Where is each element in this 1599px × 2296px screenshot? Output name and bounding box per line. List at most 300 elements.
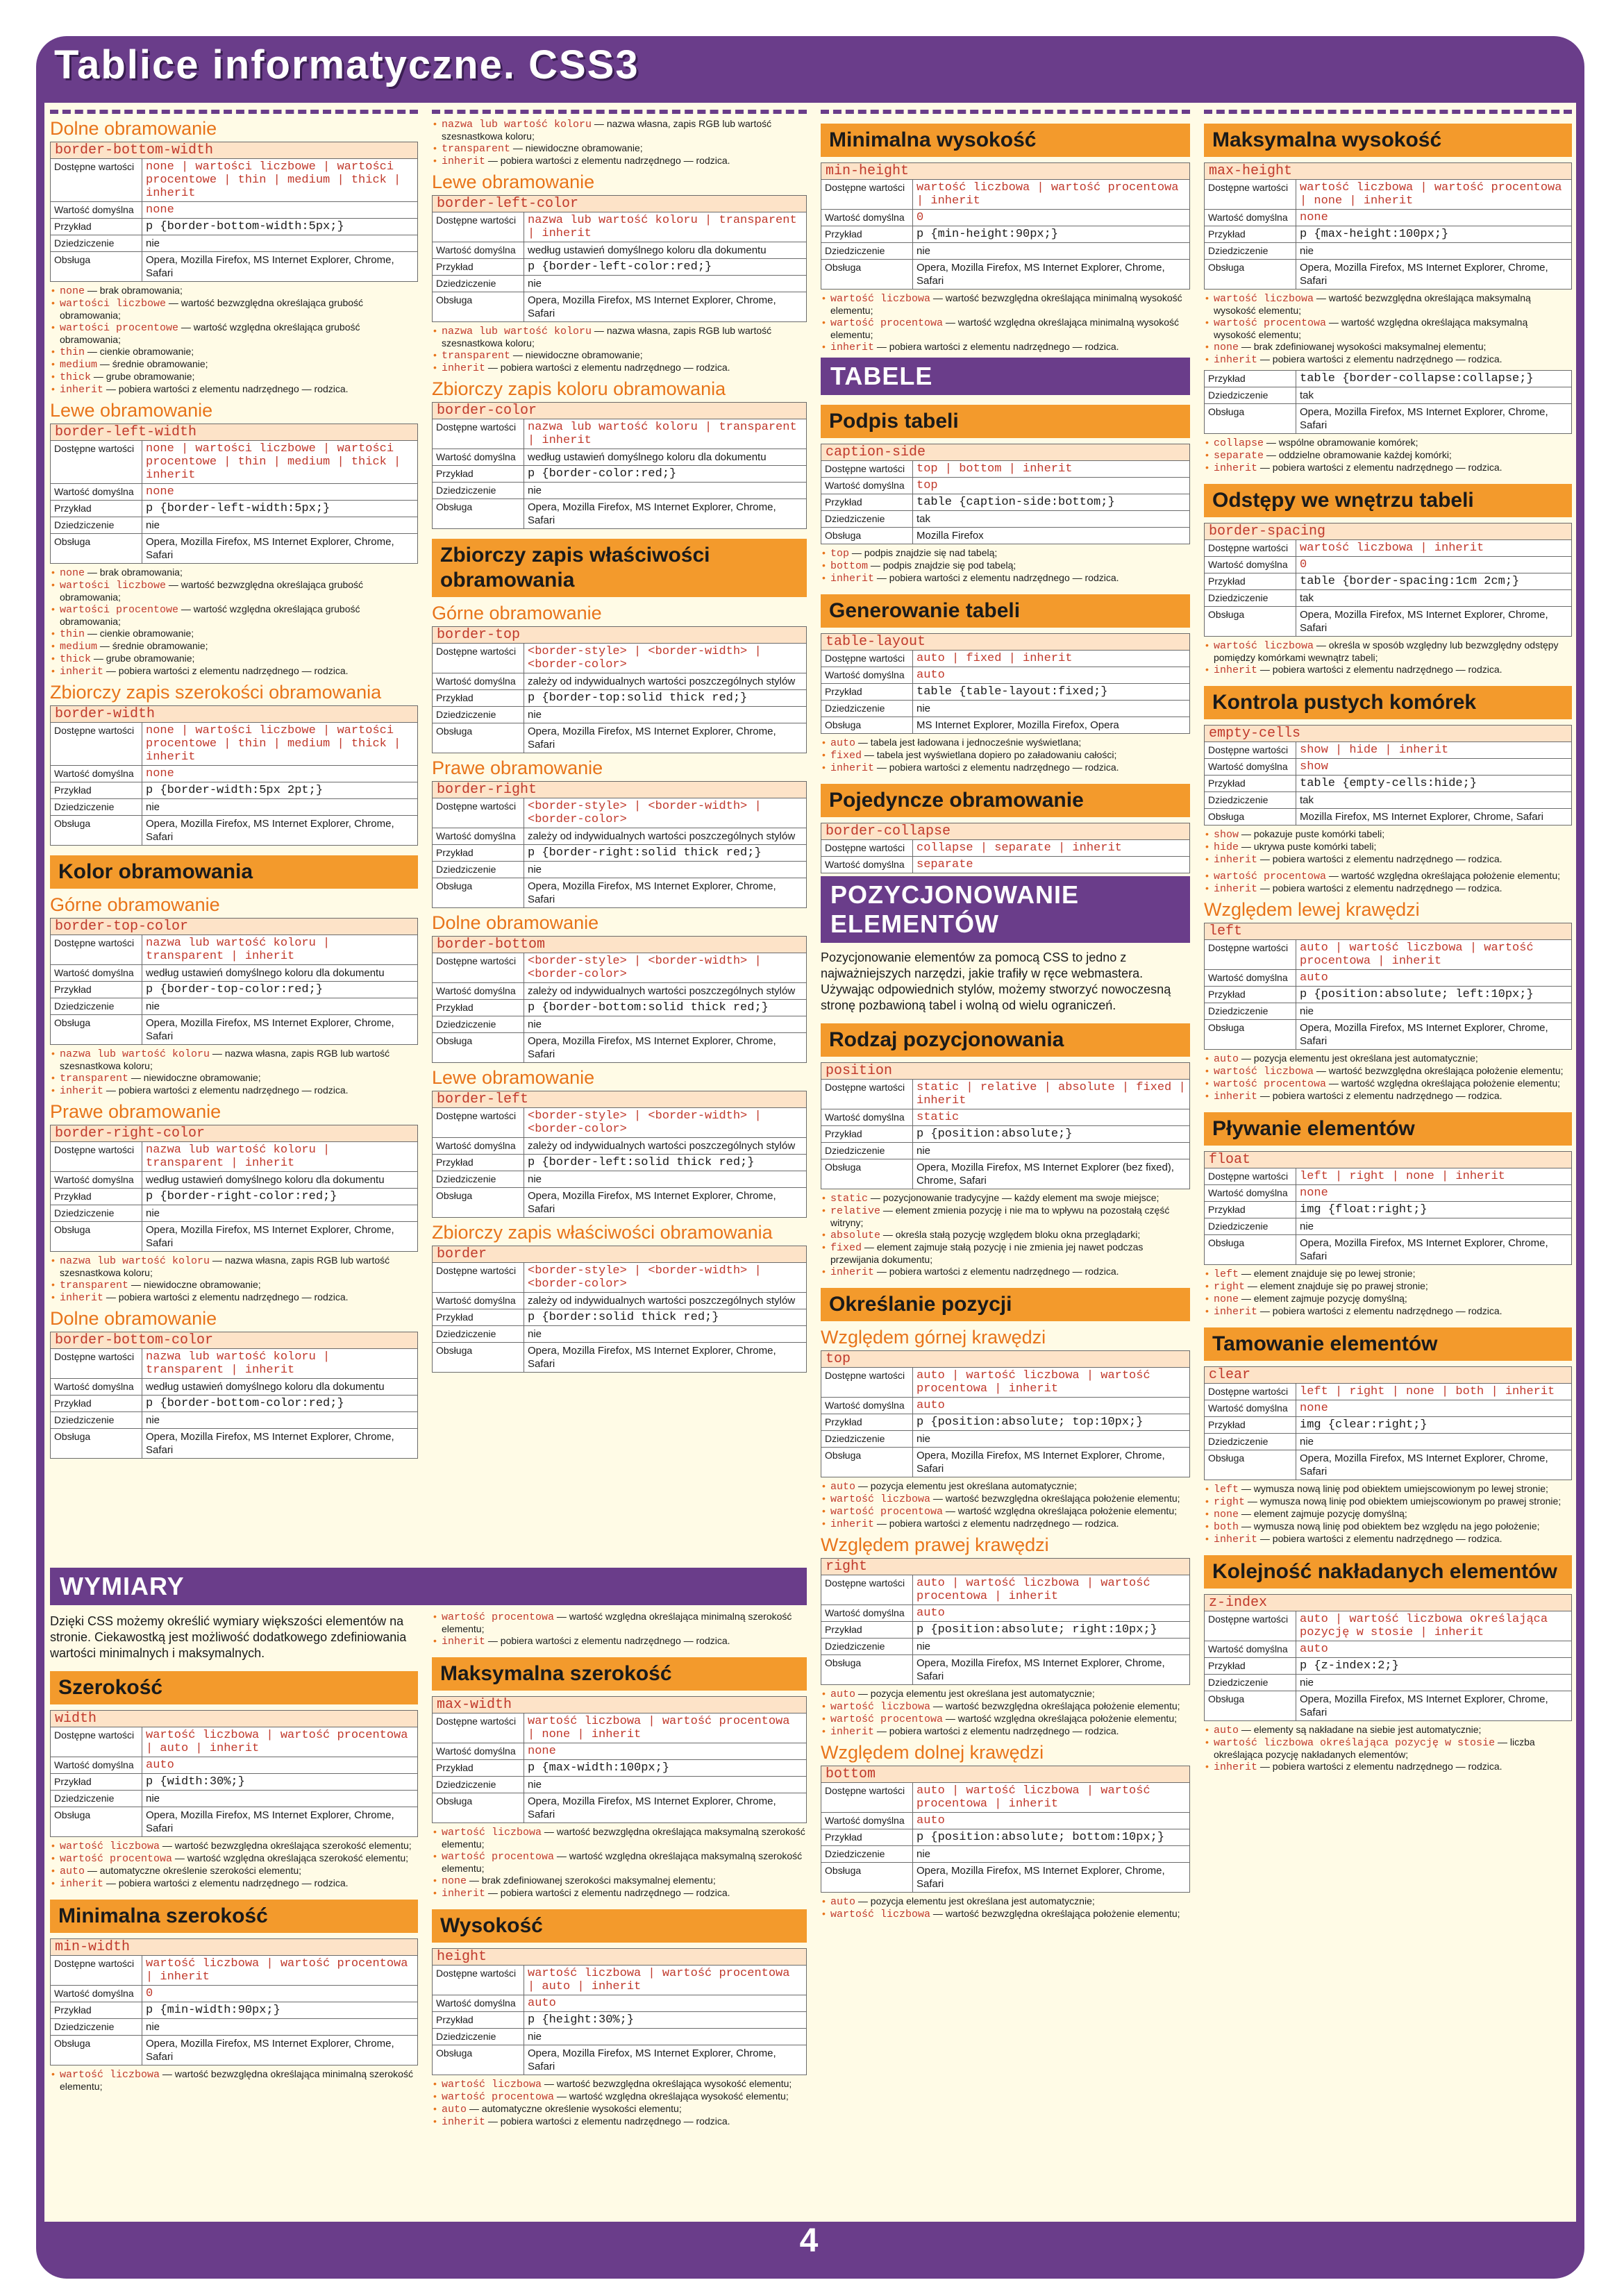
property-table — [1204, 523, 1572, 637]
property-name-row — [51, 142, 418, 159]
default-value-row — [1205, 557, 1572, 573]
available-values-value: auto | wartość liczbowa | wartość procentowa | inherit — [913, 1368, 1190, 1398]
note-item: • wartość procentowa — wartość względna określająca maksymalną szerokość elementu; — [432, 1850, 807, 1875]
note-keyword: inherit — [442, 1636, 486, 1648]
note-keyword: nazwa lub wartość koloru — [442, 119, 592, 131]
default-value-label: Wartość domyślna — [821, 1813, 913, 1829]
property-table — [432, 1696, 807, 1823]
property-name: border-top-color — [51, 919, 418, 935]
default-value-row — [51, 202, 418, 219]
notes-list — [50, 2068, 418, 2093]
note-item: • wartości procentowe — wartość względna określająca grubość obramowania; — [50, 603, 418, 628]
property-name-row — [1205, 523, 1572, 540]
note-keyword: wartość procentowa — [830, 317, 944, 329]
note-keyword: inherit — [60, 1292, 104, 1304]
available-values-label: Dostępne wartości — [433, 1108, 524, 1138]
inheritance-label: Dziedziczenie — [433, 1326, 524, 1343]
property-name-row — [821, 1063, 1190, 1080]
note-keyword: absolute — [830, 1230, 881, 1241]
default-value-label: Wartość domyślna — [1205, 210, 1296, 226]
note-keyword: medium — [60, 359, 98, 371]
available-values-value: wartość liczbowa | wartość procentowa | auto | inherit — [524, 1966, 807, 1995]
example-label: Przykład — [821, 226, 913, 243]
note-item: • transparent — niewidoczne obramowanie; — [432, 349, 807, 362]
property-name-row — [433, 937, 807, 953]
default-value-row — [433, 1995, 807, 2012]
notes-list — [821, 1688, 1190, 1738]
divider — [432, 110, 807, 114]
property-name: bottom — [821, 1766, 1190, 1783]
browser-support-value: Opera, Mozilla Firefox, MS Internet Explorer, Chrome, Safari — [1296, 607, 1572, 637]
available-values-label: Dostępne wartości — [433, 212, 524, 242]
browser-support-value: Mozilla Firefox — [913, 528, 1190, 544]
browser-support-label: Obsługa — [433, 723, 524, 753]
note-keyword: inherit — [1214, 462, 1258, 474]
note-item: • inherit — pobiera wartości z elementu nadrzędnego — rodzica. — [50, 1084, 418, 1097]
available-values-row — [433, 419, 807, 449]
inheritance-label: Dziedziczenie — [821, 701, 913, 717]
available-values-row — [821, 461, 1190, 478]
default-value-row — [433, 1293, 807, 1309]
property-table — [821, 1350, 1190, 1477]
default-value-label: Wartość domyślna — [433, 449, 524, 466]
property-table — [432, 402, 807, 529]
example-value: p {border-width:5px 2pt;} — [142, 782, 418, 799]
example-label: Przykład — [51, 2002, 142, 2019]
notes-list — [821, 292, 1190, 353]
browser-support-value: Opera, Mozilla Firefox, MS Internet Explorer, Chrome, Safari — [913, 260, 1190, 290]
browser-support-value: Opera, Mozilla Firefox, MS Internet Explorer, Chrome, Safari — [913, 1448, 1190, 1477]
browser-support-row — [821, 717, 1190, 734]
browser-support-label: Obsługa — [1205, 1235, 1296, 1265]
note-keyword: auto — [830, 737, 856, 749]
browser-support-row — [1205, 1691, 1572, 1721]
example-value: p {position:absolute; right:10px;} — [913, 1622, 1190, 1639]
example-label: Przykład — [433, 1155, 524, 1171]
property-table — [50, 1938, 418, 2065]
notes-list — [1204, 1724, 1572, 1773]
notes-list — [432, 325, 807, 374]
note-keyword: fixed — [830, 1242, 862, 1254]
section-intro: Pozycjonowanie elementów za pomocą CSS to jedno z najważniejszych narzędzi, jakie trafiły w ręce webmastera. Używając odpowiednich stylów, możemy stworzyć nowoczesną stronę pozbawioną tabel i wolną od wielu ograniczeń. — [821, 950, 1171, 1012]
inheritance-value: nie — [1296, 1218, 1572, 1235]
inheritance-row — [821, 1143, 1190, 1159]
browser-support-row — [1205, 607, 1572, 637]
note-item: • wartość liczbowa określająca pozycję w stosie — liczba określająca pozycję nakładanych elementów; — [1204, 1736, 1572, 1761]
section-heading: Kontrola pustych komórek — [1204, 686, 1572, 719]
note-item: • wartość procentowa — wartość względna określająca minimalną szerokość elementu; — [432, 1611, 807, 1635]
property-name: position — [821, 1063, 1190, 1080]
property-table — [432, 1948, 807, 2075]
property-name-row — [821, 1766, 1190, 1783]
inheritance-row — [433, 276, 807, 292]
default-value-label: Wartość domyślna — [821, 478, 913, 494]
note-item: • inherit — pobiera wartości z elementu nadrzędnego — rodzica. — [821, 1266, 1190, 1278]
note-keyword: inherit — [442, 362, 486, 374]
browser-support-label: Obsługa — [821, 1863, 913, 1893]
note-item: • none — brak zdefiniowanej wysokości maksymalnej elementu; — [1204, 341, 1572, 353]
note-item: • auto — pozycja elementu jest określana jest automatycznie; — [821, 1688, 1190, 1700]
section-heading: Minimalna wysokość — [821, 124, 1190, 157]
inheritance-row — [1205, 1675, 1572, 1691]
property-table — [1204, 725, 1572, 826]
example-value: p {border-right:solid thick red;} — [524, 845, 807, 862]
property-name: border-right — [433, 782, 807, 798]
available-values-label: Dostępne wartości — [51, 935, 142, 965]
browser-support-row — [51, 1015, 418, 1045]
default-value-label: Wartość domyślna — [433, 1293, 524, 1309]
example-value: p {border-color:red;} — [524, 466, 807, 483]
example-value: p {width:30%;} — [142, 1774, 418, 1791]
note-keyword: top — [830, 548, 850, 560]
inheritance-value: nie — [1296, 1003, 1572, 1020]
default-value-row — [821, 1398, 1190, 1414]
notes-list — [432, 1826, 807, 1900]
browser-support-row — [821, 1159, 1190, 1189]
notes-list — [432, 2078, 807, 2128]
available-values-label: Dostępne wartości — [51, 723, 142, 766]
inheritance-value: nie — [142, 1791, 418, 1807]
note-item: • inherit — pobiera wartości z elementu nadrzędnego — rodzica. — [1204, 462, 1572, 474]
default-value-row — [821, 1605, 1190, 1622]
default-value-value: show — [1296, 759, 1572, 776]
example-label: Przykład — [433, 1000, 524, 1016]
example-row — [433, 1760, 807, 1777]
note-keyword: inherit — [442, 2116, 486, 2128]
note-item: • none — brak obramowania; — [50, 285, 418, 297]
available-values-label: Dostępne wartości — [433, 1966, 524, 1995]
notes-list — [1204, 1053, 1572, 1103]
note-item: • collapse — wspólne obramowanie komórek; — [1204, 437, 1572, 449]
property-name: min-width — [51, 1939, 418, 1956]
available-values-value: auto | wartość liczbowa | wartość procentowa | inherit — [1296, 940, 1572, 970]
example-row — [1205, 1417, 1572, 1434]
note-keyword: right — [1214, 1281, 1246, 1293]
note-item: • medium — średnie obramowanie; — [50, 640, 418, 653]
note-keyword: inherit — [1214, 354, 1258, 366]
property-name: border-left-width — [51, 424, 418, 441]
inheritance-value: nie — [524, 1777, 807, 1793]
notes-list — [50, 1255, 418, 1304]
example-value: img {clear:right;} — [1296, 1417, 1572, 1434]
available-values-value: <border-style> | <border-width> | <border-color> — [524, 798, 807, 828]
default-value-value: auto — [913, 667, 1190, 684]
subsection-heading: Względem prawej krawędzi — [821, 1534, 1049, 1555]
notes-list — [1204, 292, 1572, 366]
inheritance-row — [1205, 1218, 1572, 1235]
note-item: • none — element zajmuje pozycję domyślną; — [1204, 1293, 1572, 1305]
note-keyword: transparent — [442, 350, 511, 362]
example-value: p {border-bottom-width:5px;} — [142, 219, 418, 235]
available-values-label: Dostępne wartości — [51, 1349, 142, 1379]
note-item: • none — brak obramowania; — [50, 567, 418, 579]
available-values-label: Dostępne wartości — [821, 1783, 913, 1813]
browser-support-row — [821, 1448, 1190, 1477]
note-keyword: wartość liczbowa — [1214, 293, 1314, 305]
property-name-row — [1205, 1367, 1572, 1384]
notes-list — [1204, 828, 1572, 866]
note-keyword: auto — [442, 2104, 467, 2115]
section-heading: Odstępy we wnętrzu tabeli — [1204, 484, 1572, 517]
content-sheet — [44, 103, 1576, 2222]
example-value: p {border-bottom:solid thick red;} — [524, 1000, 807, 1016]
available-values-value: <border-style> | <border-width> | <border-color> — [524, 644, 807, 673]
browser-support-row — [51, 534, 418, 564]
note-item: • medium — średnie obramowanie; — [50, 358, 418, 371]
browser-support-label: Obsługa — [1205, 607, 1296, 637]
inheritance-value: nie — [142, 799, 418, 816]
note-item: • inherit — pobiera wartości z elementu nadrzędnego — rodzica. — [821, 762, 1190, 774]
note-item: • right — element znajduje się po prawej stronie; — [1204, 1280, 1572, 1293]
browser-support-row — [433, 1793, 807, 1823]
notes-list — [1204, 1268, 1572, 1318]
property-table — [50, 705, 418, 846]
property-name: left — [1205, 923, 1572, 940]
default-value-value: auto — [142, 1757, 418, 1774]
note-keyword: nazwa lub wartość koloru — [60, 1255, 210, 1267]
inheritance-label: Dziedziczenie — [1205, 590, 1296, 607]
browser-support-label: Obsługa — [821, 1655, 913, 1685]
default-value-row — [433, 449, 807, 466]
inheritance-row — [433, 1326, 807, 1343]
browser-support-value: Opera, Mozilla Firefox, MS Internet Explorer, Chrome, Safari — [142, 534, 418, 564]
note-keyword: inherit — [830, 1518, 875, 1530]
note-keyword: wartość liczbowa — [1214, 1066, 1314, 1078]
note-keyword: right — [1214, 1496, 1246, 1508]
note-keyword: wartości liczbowe — [60, 298, 167, 310]
notes-list — [1204, 870, 1572, 895]
note-item: • show — pokazuje puste komórki tabeli; — [1204, 828, 1572, 841]
inheritance-label: Dziedziczenie — [433, 1171, 524, 1188]
note-keyword: transparent — [60, 1280, 129, 1291]
column-4 — [1204, 110, 1572, 2186]
example-value: table {table-layout:fixed;} — [913, 684, 1190, 701]
example-value: p {z-index:2;} — [1296, 1658, 1572, 1675]
example-row — [433, 1155, 807, 1171]
note-keyword: nazwa lub wartość koloru — [442, 326, 592, 337]
browser-support-row — [1205, 260, 1572, 290]
available-values-label: Dostępne wartości — [51, 1727, 142, 1757]
note-keyword: inherit — [1214, 883, 1258, 895]
property-name: width — [51, 1711, 418, 1727]
example-label: Przykład — [821, 1126, 913, 1143]
inheritance-value: nie — [142, 517, 418, 534]
available-values-label: Dostępne wartości — [1205, 540, 1296, 557]
available-values-row — [51, 1956, 418, 1986]
note-keyword: none — [1214, 1509, 1239, 1520]
example-value: p {max-height:100px;} — [1296, 226, 1572, 243]
inheritance-value: nie — [913, 243, 1190, 260]
example-label: Przykład — [1205, 371, 1296, 387]
inheritance-value: nie — [913, 1846, 1190, 1863]
property-name: caption-side — [821, 444, 1190, 461]
note-item: • static — pozycjonowanie tradycyjne — każdy element ma swoje miejsce; — [821, 1192, 1190, 1205]
available-values-row — [821, 1783, 1190, 1813]
inheritance-value: tak — [1296, 792, 1572, 809]
available-values-label: Dostępne wartości — [1205, 940, 1296, 970]
inheritance-label: Dziedziczenie — [433, 483, 524, 499]
note-item: • inherit — pobiera wartości z elementu nadrzędnego — rodzica. — [1204, 353, 1572, 366]
default-value-row — [433, 1743, 807, 1760]
available-values-label: Dostępne wartości — [51, 441, 142, 484]
available-values-value: top | bottom | inherit — [913, 461, 1190, 478]
default-value-row — [51, 965, 418, 982]
note-item: • inherit — pobiera wartości z elementu nadrzędnego — rodzica. — [432, 1635, 807, 1648]
note-item: • inherit — pobiera wartości z elementu nadrzędnego — rodzica. — [50, 1291, 418, 1304]
inheritance-value: nie — [142, 998, 418, 1015]
default-value-value: none — [1296, 1400, 1572, 1417]
available-values-label: Dostępne wartości — [821, 1368, 913, 1398]
default-value-label: Wartość domyślna — [433, 983, 524, 1000]
property-table — [821, 633, 1190, 734]
inheritance-value: nie — [142, 1412, 418, 1429]
example-label: Przykład — [821, 494, 913, 511]
property-name-row — [1205, 923, 1572, 940]
browser-support-value: Opera, Mozilla Firefox, MS Internet Explorer, Chrome, Safari — [1296, 1235, 1572, 1265]
example-value: p {min-width:90px;} — [142, 2002, 418, 2019]
browser-support-label: Obsługa — [821, 1448, 913, 1477]
note-item: • nazwa lub wartość koloru — nazwa własna, zapis RGB lub wartość szesnastkowa koloru; — [50, 1255, 418, 1279]
inheritance-row — [1205, 590, 1572, 607]
note-keyword: left — [1214, 1268, 1239, 1280]
section-heading: Pływanie elementów — [1204, 1112, 1572, 1146]
available-values-row — [51, 441, 418, 484]
note-keyword: auto — [60, 1866, 85, 1877]
example-row — [433, 259, 807, 276]
note-keyword: wartości procentowe — [60, 604, 179, 616]
available-values-label: Dostępne wartości — [821, 840, 913, 857]
browser-support-value: Opera, Mozilla Firefox, MS Internet Explorer, Chrome, Safari — [142, 1222, 418, 1252]
inheritance-row — [1205, 243, 1572, 260]
property-name: border-collapse — [821, 823, 1190, 840]
default-value-row — [1205, 1185, 1572, 1202]
browser-support-label: Obsługa — [1205, 809, 1296, 826]
inheritance-row — [51, 799, 418, 816]
available-values-row — [1205, 1168, 1572, 1185]
note-keyword: inherit — [1214, 1534, 1258, 1545]
note-item: • auto — pozycja elementu jest określana jest automatycznie; — [1204, 1053, 1572, 1065]
browser-support-label: Obsługa — [51, 816, 142, 846]
inheritance-value: nie — [142, 235, 418, 252]
note-item: • nazwa lub wartość koloru — nazwa własna, zapis RGB lub wartość szesnastkowa koloru; — [432, 118, 807, 142]
note-keyword: wartość liczbowa — [830, 1909, 931, 1920]
available-values-value: wartość liczbowa | wartość procentowa | none | inherit — [1296, 180, 1572, 210]
default-value-value: zależy od indywidualnych wartości poszczególnych stylów — [524, 673, 807, 690]
note-item: • wartość liczbowa — wartość bezwzględna określająca minimalną wysokość elementu; — [821, 292, 1190, 317]
note-keyword: wartość procentowa — [1214, 1078, 1327, 1090]
browser-support-row — [821, 1655, 1190, 1685]
default-value-row — [1205, 1400, 1572, 1417]
example-row — [433, 1000, 807, 1016]
inheritance-row — [821, 1846, 1190, 1863]
property-table — [821, 1062, 1190, 1189]
example-row — [821, 1829, 1190, 1846]
note-item: • none — brak zdefiniowanej szerokości maksymalnej elementu; — [432, 1875, 807, 1887]
example-label: Przykład — [51, 1396, 142, 1412]
browser-support-label: Obsługa — [433, 1793, 524, 1823]
example-label: Przykład — [1205, 1658, 1296, 1675]
inheritance-row — [51, 2019, 418, 2036]
property-table — [821, 823, 1190, 873]
section-bar: TABELE — [821, 358, 1190, 395]
inheritance-value: tak — [913, 511, 1190, 528]
default-value-value: auto — [1296, 970, 1572, 987]
browser-support-label: Obsługa — [51, 2036, 142, 2065]
note-item: • inherit — pobiera wartości z elementu nadrzędnego — rodzica. — [1204, 1090, 1572, 1103]
example-row — [51, 982, 418, 998]
property-name-row — [433, 403, 807, 419]
property-name: border-left — [433, 1091, 807, 1108]
example-row — [433, 466, 807, 483]
browser-support-value: Opera, Mozilla Firefox, MS Internet Explorer, Chrome, Safari — [524, 878, 807, 908]
note-item: • inherit — pobiera wartości z elementu nadrzędnego — rodzica. — [821, 341, 1190, 353]
note-item: • wartość procentowa — wartość względna określająca minimalną wysokość elementu; — [821, 317, 1190, 341]
browser-support-label: Obsługa — [1205, 260, 1296, 290]
available-values-value: auto | wartość liczbowa | wartość procentowa | inherit — [913, 1783, 1190, 1813]
inheritance-row — [51, 235, 418, 252]
note-keyword: wartość procentowa — [830, 1506, 944, 1518]
note-item: • auto — automatyczne określenie szerokości elementu; — [50, 1865, 418, 1877]
inheritance-label: Dziedziczenie — [51, 2019, 142, 2036]
inheritance-label: Dziedziczenie — [1205, 1218, 1296, 1235]
available-values-value: nazwa lub wartość koloru | transparent | inherit — [524, 419, 807, 449]
inheritance-value: nie — [524, 483, 807, 499]
available-values-value: wartość liczbowa | wartość procentowa | inherit — [913, 180, 1190, 210]
subsection-heading: Lewe obramowanie — [432, 171, 595, 192]
inheritance-row — [51, 1412, 418, 1429]
notes-list — [50, 567, 418, 678]
subsection-heading: Prawe obramowanie — [50, 1101, 221, 1122]
available-values-value: nazwa lub wartość koloru | transparent | inherit — [142, 1349, 418, 1379]
available-values-label: Dostępne wartości — [821, 651, 913, 667]
inheritance-value: nie — [524, 1326, 807, 1343]
note-item: • wartość procentowa — wartość względna określająca położenie elementu; — [821, 1713, 1190, 1725]
inheritance-label: Dziedziczenie — [51, 799, 142, 816]
note-item: • wartości liczbowe — wartość bezwzględna określająca grubość obramowania; — [50, 297, 418, 321]
example-label: Przykład — [433, 845, 524, 862]
browser-support-row — [433, 499, 807, 529]
property-name-row — [51, 919, 418, 935]
example-label: Przykład — [433, 1760, 524, 1777]
note-item: • wartość liczbowa — wartość bezwzględna określająca maksymalną szerokość elementu; — [432, 1826, 807, 1850]
property-table — [1204, 923, 1572, 1050]
browser-support-value: Opera, Mozilla Firefox, MS Internet Explorer, Chrome, Safari — [1296, 1691, 1572, 1721]
property-table — [821, 162, 1190, 290]
subsection-heading: Względem lewej krawędzi — [1204, 899, 1420, 920]
property-name-row — [433, 627, 807, 644]
property-table — [1204, 1366, 1572, 1480]
browser-support-label: Obsługa — [51, 1807, 142, 1837]
available-values-value: auto | fixed | inherit — [913, 651, 1190, 667]
property-table — [432, 626, 807, 753]
browser-support-row — [51, 1807, 418, 1837]
section-heading: Kolor obramowania — [50, 855, 418, 889]
available-values-value: nazwa lub wartość koloru | transparent | inherit — [524, 212, 807, 242]
inheritance-value: tak — [1296, 590, 1572, 607]
default-value-row — [821, 857, 1190, 873]
default-value-row — [1205, 759, 1572, 776]
page-title: Tablice informatyczne. CSS3 — [54, 42, 639, 87]
subsection-heading: Lewe obramowanie — [50, 400, 213, 421]
available-values-value: wartość liczbowa | wartość procentowa | inherit — [142, 1956, 418, 1986]
inheritance-label: Dziedziczenie — [51, 235, 142, 252]
available-values-row — [1205, 940, 1572, 970]
default-value-row — [433, 828, 807, 845]
inheritance-label: Dziedziczenie — [1205, 243, 1296, 260]
default-value-value: według ustawień domyślnego koloru dla dokumentu — [524, 242, 807, 259]
example-label: Przykład — [433, 466, 524, 483]
subsection-heading: Dolne obramowanie — [50, 118, 217, 139]
